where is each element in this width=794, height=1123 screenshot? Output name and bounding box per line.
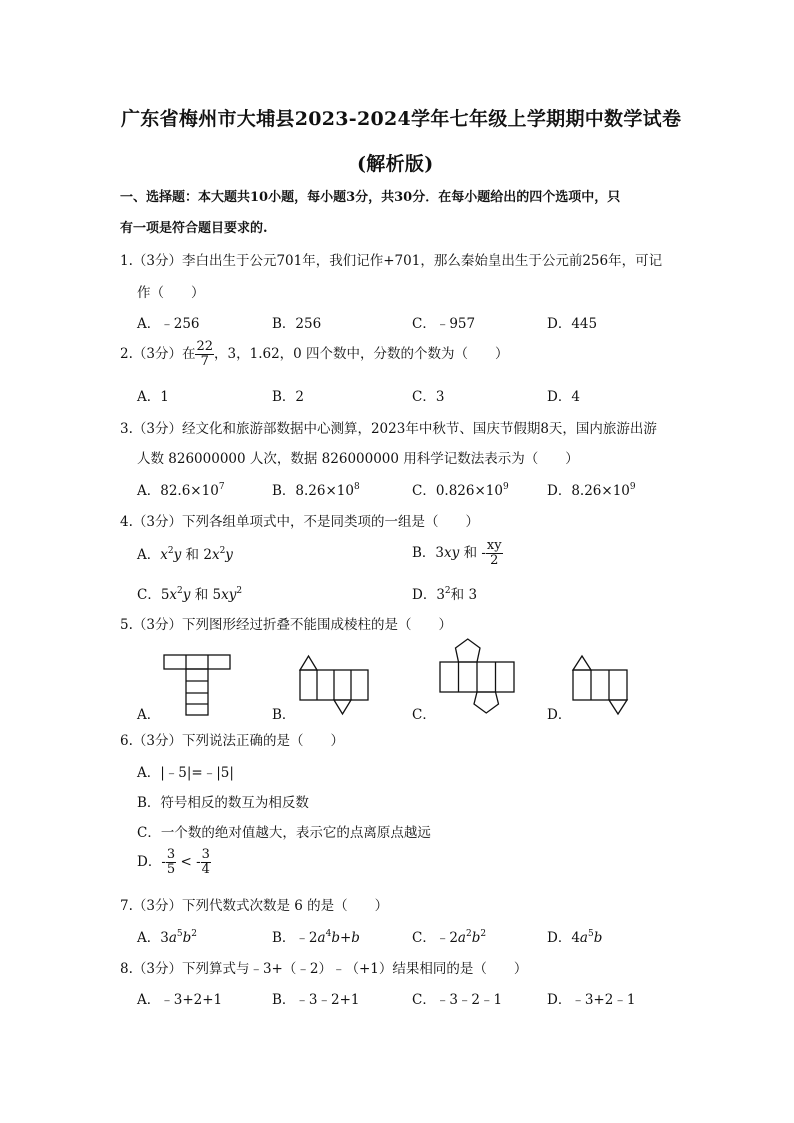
q3-option-c-exp: 9: [502, 482, 509, 492]
q7-option-b[interactable]: B．$﹣2a^4b+b$: [272, 929, 360, 946]
q7-option-d-text: D．4: [547, 930, 580, 946]
q4-option-c[interactable]: C．$5x^2y$ 和 $5xy^2$: [137, 586, 243, 603]
q3-option-c[interactable]: [412, 479, 509, 499]
q4-option-b-frac-num: xy: [486, 538, 502, 553]
q2-option-a[interactable]: A．1: [137, 389, 169, 405]
q2-suffix: ，3，1.62，0 四个数中，分数的个数为（ ）: [214, 346, 509, 362]
q7-option-c-text: C．﹣2: [412, 930, 458, 946]
q3-option-a[interactable]: [137, 479, 225, 499]
q6-option-d-frac2: [201, 848, 211, 877]
section-header-line1: 一、选择题：本大题共10小题，每小题3分，共30分．在每小题给出的四个选项中，只: [120, 190, 621, 205]
q5-stem: 5.（3分）下列图形经过折叠不能围成棱柱的是（ ）: [120, 617, 452, 633]
q4-option-b[interactable]: B．3xy 和 - $\frac{xy}{2}$: [412, 538, 502, 568]
q3-option-b-exp: 8: [353, 482, 360, 492]
q1-stem-line1: 1.（3分）李白出生于公元701年，我们记作+701，那么秦始皇出生于公元前256年，可记: [120, 253, 663, 269]
q5-figure-a-net: [160, 652, 234, 718]
q2-fraction: [195, 340, 214, 369]
q1-option-b[interactable]: B．256: [272, 316, 322, 332]
q5-option-c[interactable]: C．: [412, 707, 436, 723]
q3-stem-line1: 3.（3分）经文化和旅游部数据中心测算，2023年中秋节、国庆节假期8天，国内旅游出游: [120, 421, 657, 437]
q6-option-c[interactable]: C．一个数的绝对值越大，表示它的点离原点越远: [137, 825, 431, 841]
q6-option-a[interactable]: A．|﹣5|=﹣|5|: [137, 765, 234, 781]
q7-option-a-text: A．3: [137, 930, 169, 946]
q3-option-d[interactable]: [547, 479, 636, 499]
section-header-line2: 有一项是符合题目要求的.: [120, 221, 268, 236]
q4-option-d[interactable]: D．$3^2$和 3: [412, 586, 478, 603]
q1-option-d[interactable]: D．445: [547, 316, 598, 332]
q3-stem-line2: 人数 826000000 人次，数据 826000000 用科学记数法表示为（ ）: [137, 451, 579, 467]
q8-option-d[interactable]: D．﹣3+2﹣1: [547, 992, 636, 1008]
q4-stem: 4.（3分）下列各组单项式中，不是同类项的一组是（ ）: [120, 514, 479, 530]
q8-stem: 8.（3分）下列算式与﹣3+（﹣2）﹣（+1）结果相同的是（ ）: [120, 961, 528, 977]
q1-option-a[interactable]: A．﹣256: [137, 316, 200, 332]
q3-option-b-text: B．8.26×10: [272, 483, 354, 499]
q4-option-b-frac: [486, 539, 503, 568]
q4-and-b: 和: [463, 545, 478, 561]
q4-option-c-label: C．5: [137, 587, 170, 603]
q2-frac-den: 7: [200, 354, 209, 369]
q1-option-c[interactable]: C．﹣957: [412, 316, 476, 332]
q5-figure-b-net: [296, 654, 374, 718]
q2-prefix: 2.（3分）在: [120, 346, 196, 362]
q3-option-a-text: A．82.6×10: [137, 483, 219, 499]
q4-option-a[interactable]: A．$x^2y$ 和 $2x^2y$: [137, 546, 233, 563]
q6-option-d[interactable]: D．- $\frac{3}{5}$ < - $\frac{3}{4}$: [137, 847, 210, 877]
q3-option-a-exp: 7: [218, 482, 225, 492]
q3-option-d-exp: 9: [629, 482, 636, 492]
q4-option-a-label: A．: [137, 547, 161, 563]
q7-option-d[interactable]: D．$4a^5b$: [547, 929, 603, 946]
q2-stem: [120, 340, 509, 369]
q2-option-c[interactable]: C．3: [412, 389, 445, 405]
q5-option-d[interactable]: D．: [547, 707, 572, 723]
q6-option-d-frac1: [166, 848, 176, 877]
q6-frac1-den: 5: [166, 862, 176, 877]
q4-option-d-label: D．3: [412, 587, 445, 603]
q1-stem-line2: 作（ ）: [137, 285, 205, 301]
q6-option-d-label: D．: [137, 854, 162, 870]
q6-frac2-num: 3: [201, 847, 210, 862]
q7-option-b-text: B．﹣2: [272, 930, 318, 946]
q4-and-a: 和: [185, 547, 200, 563]
q4-option-d-tail: 和 3: [450, 587, 478, 603]
page-title: 广东省梅州市大埔县2023-2024学年七年级上学期期中数学试卷: [121, 108, 682, 130]
q4-option-b-frac-den: 2: [490, 553, 499, 568]
q8-option-c[interactable]: C．﹣3﹣2﹣1: [412, 992, 503, 1008]
q6-stem: 6.（3分）下列说法正确的是（ ）: [120, 733, 344, 749]
q3-option-c-text: C．0.826×10: [412, 483, 503, 499]
q7-option-c[interactable]: C．$﹣2a^2b^2$: [412, 929, 487, 946]
q3-option-d-text: D．8.26×10: [547, 483, 630, 499]
q2-option-d[interactable]: D．4: [547, 389, 580, 405]
q4-and-c: 和: [194, 587, 209, 603]
q6-option-b[interactable]: B．符号相反的数互为相反数: [137, 795, 309, 811]
q5-option-a[interactable]: A．: [137, 707, 161, 723]
q7-stem: 7.（3分）下列代数式次数是 6 的是（ ）: [120, 898, 389, 914]
q2-frac-num: 22: [196, 339, 214, 354]
q4-option-b-label: B．3: [412, 545, 445, 561]
q5-figure-c-net: [436, 636, 518, 718]
page-subtitle: (解析版): [357, 153, 434, 175]
q7-option-a[interactable]: A．$3a^5b^2$: [137, 929, 198, 946]
q6-frac2-den: 4: [201, 862, 210, 877]
q2-option-b[interactable]: B．2: [272, 389, 305, 405]
q6-frac1-num: 3: [166, 847, 176, 862]
q3-option-b[interactable]: [272, 479, 360, 499]
q8-option-b[interactable]: B．﹣3﹣2+1: [272, 992, 360, 1008]
q5-figure-d-net: [569, 654, 633, 718]
q8-option-a[interactable]: A．﹣3+2+1: [137, 992, 223, 1008]
q5-option-b[interactable]: B．: [272, 707, 296, 723]
